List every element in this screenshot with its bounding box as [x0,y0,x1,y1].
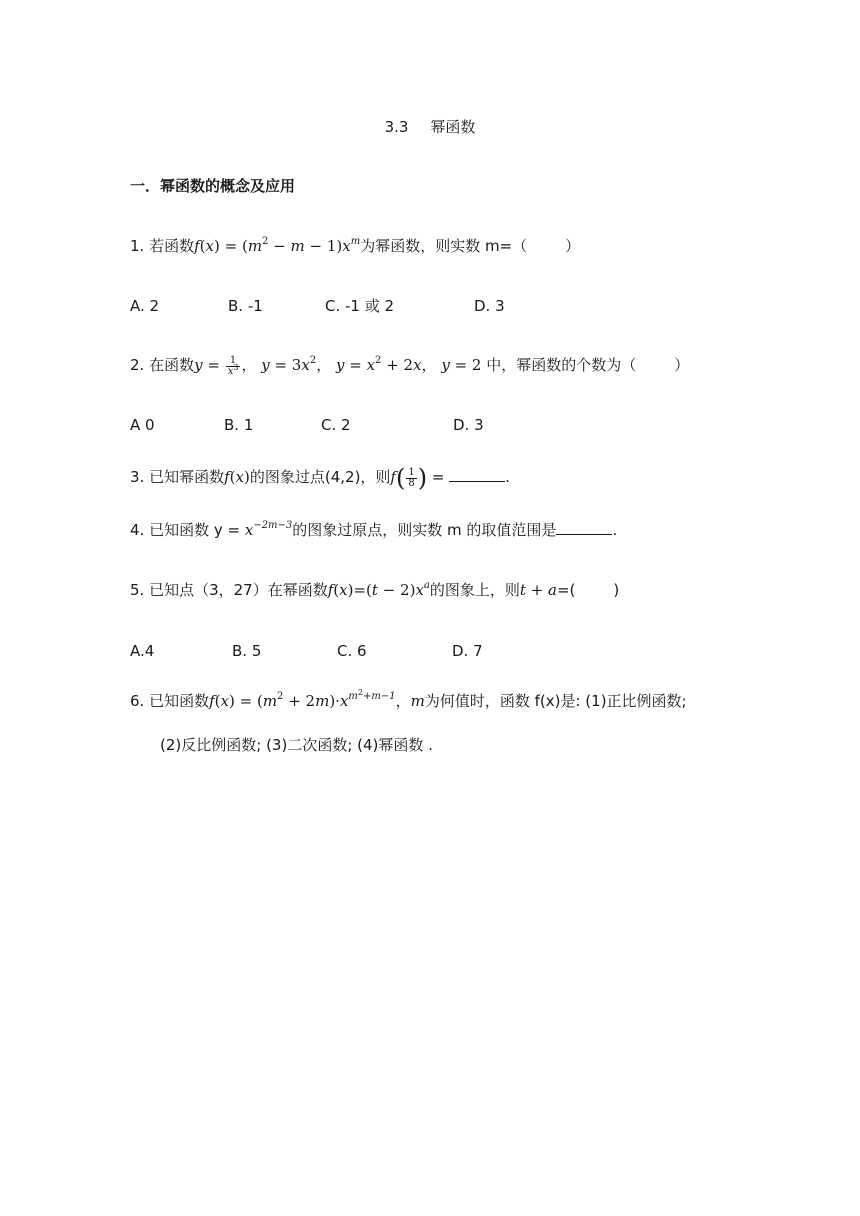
formula-2: t + a [519,581,557,599]
equals: = [427,468,450,486]
period: . [612,521,618,539]
question-number: 5. [130,581,145,599]
question-2 [130,354,689,377]
period: . [505,468,510,486]
question-text: 已知幂函数 [149,468,225,486]
formula-2: f( $\frac{1}{8}$ ) [390,464,428,492]
question-number: 1. [130,237,145,255]
question-text: 若函数 [149,237,195,255]
bracket-close: ) [613,581,620,599]
option-d: D. 7 [452,642,483,660]
question-text-2: 的图象上，则 [429,581,520,599]
question-text: 已知函数 y = [149,521,245,539]
question-text-2: 的图象过点(4,2)，则 [249,468,391,486]
option-d: D. 3 [474,297,505,315]
question-3 [130,464,510,492]
option-a: A. 2 [130,297,160,315]
answer-blank [449,467,505,482]
formula: $x^{-2m-3}$ [244,520,293,539]
section-heading: 一．幂函数的概念及应用 [130,177,296,195]
section-number: 3.3 [384,118,409,136]
formula: $f(x) = (m^2 - m - 1)x^m$ [194,236,361,255]
option-c: C. 2 [321,416,351,434]
bracket-close: ） [674,356,690,374]
question-6 [130,690,687,712]
formula-list: y = $\frac{1}{x^3}$ ， $y = 3x^2$， $y = x^2 + 2x$， y = 2 [194,354,487,377]
fraction-numerator: 1 [226,356,241,367]
question-text-2: 为幂函数，则实数 m=（ [360,237,528,255]
equals: =( [556,581,576,599]
fraction-denominator: 8 [408,477,415,489]
question-text-2: 中，幂函数的个数为（ [486,356,637,374]
question-number: 6. [130,692,145,710]
question-text: 已知函数 [149,692,210,710]
question-number: 4. [130,521,145,539]
option-d: D. 3 [453,416,484,434]
question-6-line-2: (2)反比例函数; (3)二次函数; (4)幂函数 . [160,736,433,754]
formula: f(x) [224,468,250,486]
question-number: 3. [130,468,145,486]
answer-blank [556,520,612,535]
formula: $f(x) = (m^2 + 2m)\cdot x^{m^2+m-1}$，m [209,688,425,710]
section-title: 幂函数 [430,118,476,136]
question-text-2: 的图象过原点，则实数 m 的取值范围是 [292,521,557,539]
option-b: B. 1 [224,416,254,434]
page-title [0,116,860,137]
question-number: 2. [130,356,145,374]
option-a: A.4 [130,642,155,660]
fraction-numerator: 1 [408,466,415,478]
bracket-close: ） [565,237,581,255]
question-4 [130,519,617,541]
option-b: B. 5 [232,642,262,660]
option-c: C. -1 或 2 [325,297,395,315]
option-a: A 0 [130,416,155,434]
option-c: C. 6 [337,642,367,660]
question-5 [130,579,619,601]
question-1 [130,235,580,257]
option-b: B. -1 [228,297,263,315]
question-text: 已知点（3，27）在幂函数 [149,581,328,599]
question-text-2: 为何值时，函数 f(x)是: (1)正比例函数; [424,692,687,710]
formula: $f(x)=(t - 2)x^a$ [327,580,430,599]
question-text: 在函数 [149,356,195,374]
